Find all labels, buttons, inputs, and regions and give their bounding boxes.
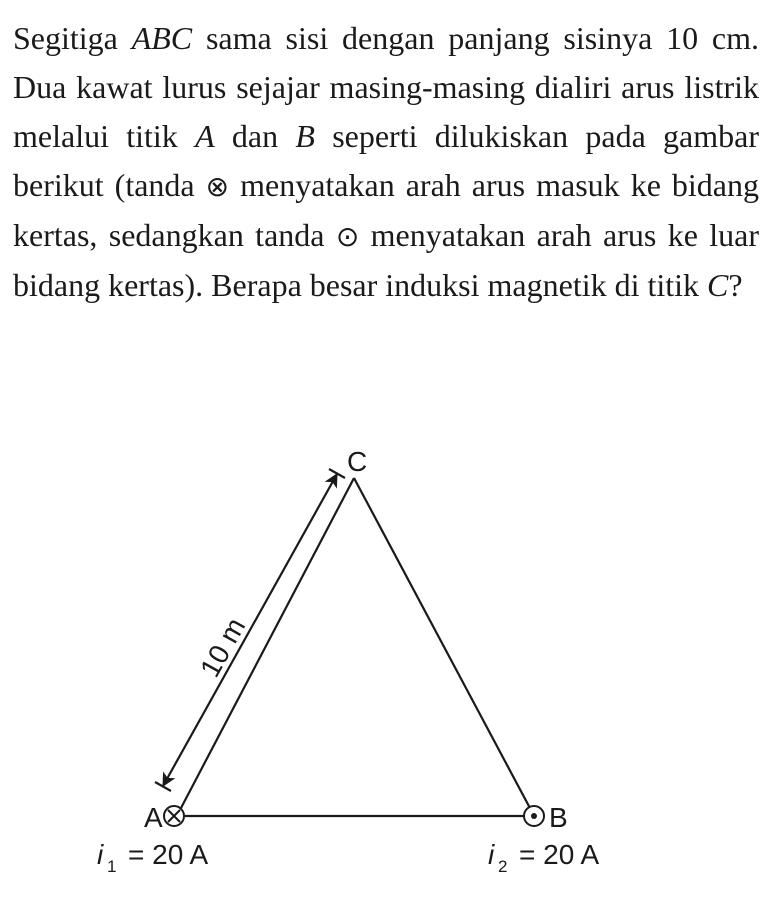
side-bc xyxy=(354,478,531,810)
out-of-page-symbol-icon: ⊙ xyxy=(335,220,360,253)
current-b-value: = 20 A xyxy=(519,839,600,870)
var-b: B xyxy=(295,118,315,154)
var-c: C xyxy=(707,267,729,303)
problem-text-5: menyatakan arah arus masuk ke bidang kertas, sedangkan tanda xyxy=(13,167,759,253)
current-a-value: = 20 A xyxy=(128,839,209,870)
current-b-symbol: i xyxy=(488,839,495,870)
current-a-symbol: i xyxy=(97,839,104,870)
current-b-subscript: 2 xyxy=(498,857,508,876)
current-b-label xyxy=(488,839,600,876)
wire-b-out-of-page-icon xyxy=(524,806,544,826)
problem-text-1: Segitiga xyxy=(13,20,132,56)
current-a-subscript: 1 xyxy=(107,857,117,876)
current-a-label xyxy=(97,839,209,876)
problem-text-2: sama sisi dengan panjang sisinya 10 cm. Dua kawat lurus sejajar masing-masing dialiri arus listrik melalui titik xyxy=(13,20,760,154)
wire-a-into-page-icon xyxy=(164,806,184,826)
problem-text-4: seperti dilukiskan pada gambar berikut (tanda xyxy=(13,118,759,203)
vertex-a-label: A xyxy=(144,802,163,833)
problem-text-3: dan xyxy=(214,118,296,154)
vertex-c-label: C xyxy=(347,446,368,477)
vertex-b-label: B xyxy=(549,802,568,833)
var-abc: ABC xyxy=(131,20,193,56)
side-length-label: 10 m xyxy=(194,612,252,683)
problem-text-6: menyatakan arah arus ke luar bidang kertas). Berapa besar induksi magnetik di titik xyxy=(13,217,760,303)
var-a: A xyxy=(195,118,215,154)
into-page-symbol-icon: ⊗ xyxy=(205,170,230,203)
problem-text-7: ? xyxy=(728,267,743,303)
